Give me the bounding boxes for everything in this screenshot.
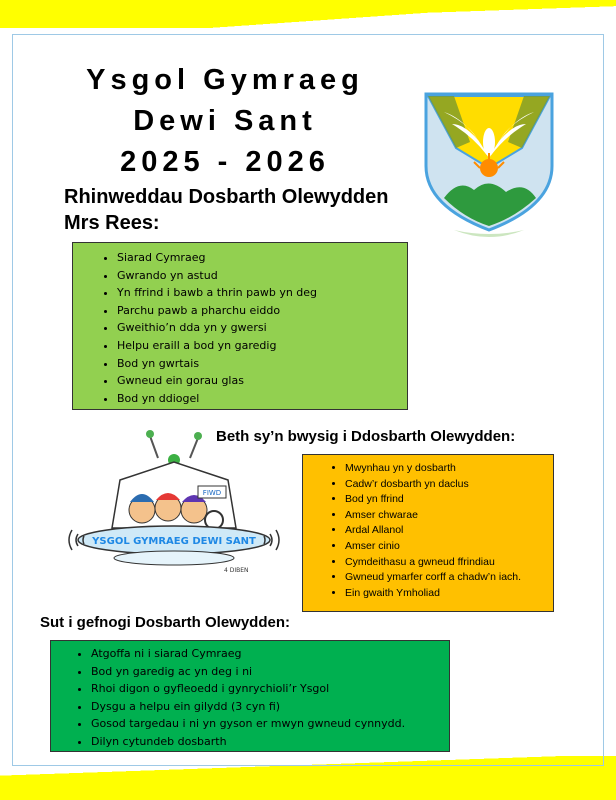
ufo-banner-text: YSGOL GYMRAEG DEWI SANT xyxy=(92,536,256,547)
important-list xyxy=(303,455,553,601)
important-box xyxy=(302,454,554,612)
list-item: • Gweithio’n dda yn y gwersi xyxy=(117,319,407,337)
list-item: • Parchu pawb a pharchu eiddo xyxy=(117,302,407,320)
support-list xyxy=(51,641,449,750)
ufo-sign-text: FIWD xyxy=(202,489,222,497)
list-item: • Bod yn ffrind xyxy=(345,492,553,508)
list-item: • Helpu eraill a bod yn garedig xyxy=(117,337,407,355)
class-values-box xyxy=(72,242,408,410)
ufo-subtext: 4 DIBEN xyxy=(224,567,249,574)
support-box xyxy=(50,640,450,752)
list-item: • Gwrando yn astud xyxy=(117,267,407,285)
list-item: • Dilyn cytundeb dosbarth xyxy=(91,733,449,751)
list-item: • Rhoi digon o gyfleoedd i gynrychioli’r Ysgol xyxy=(91,680,449,698)
list-item: • Amser chwarae xyxy=(345,508,553,524)
list-item: • Dysgu a helpu ein gilydd (3 cyn fi) xyxy=(91,698,449,716)
list-item: • Amser cinio xyxy=(345,539,553,555)
teacher-name: Mrs Rees: xyxy=(64,212,160,234)
list-item: • Ein gwaith Ymholiad xyxy=(345,586,553,602)
list-item: • Siarad Cymraeg xyxy=(117,249,407,267)
list-item: • Gosod targedau i ni yn gyson er mwyn gwneud cynnydd. xyxy=(91,715,449,733)
list-item: • Yn ffrind i bawb a thrin pawb yn deg xyxy=(117,284,407,302)
list-item: • Ardal Allanol xyxy=(345,523,553,539)
class-values-title xyxy=(64,184,424,236)
support-heading: Sut i gefnogi Dosbarth Olewydden: xyxy=(40,614,291,631)
school-title xyxy=(60,60,390,183)
list-item: • Bod yn ddiogel xyxy=(117,390,407,408)
list-item: • Atgoffa ni i siarad Cymraeg xyxy=(91,645,449,663)
title-line-2: Dewi Sant xyxy=(133,105,317,137)
class-name-heading: Rhinweddau Dosbarth Olewydden xyxy=(64,186,389,208)
title-line-3: 2025 - 2026 xyxy=(120,146,330,178)
list-item: • Cymdeithasu a gwneud ffrindiau xyxy=(345,555,553,571)
list-item: • Gwneud ein gorau glas xyxy=(117,372,407,390)
class-values-list xyxy=(73,243,407,407)
list-item: • Mwynhau yn y dosbarth xyxy=(345,461,553,477)
list-item: • Bod yn garedig ac yn deg i ni xyxy=(91,663,449,681)
list-item: • Bod yn gwrtais xyxy=(117,355,407,373)
title-line-1: Ysgol Gymraeg xyxy=(86,64,364,96)
school-crest-icon xyxy=(414,80,564,250)
important-heading: Beth sy’n bwysig i Ddosbarth Olewydden: xyxy=(216,428,516,445)
ufo-illustration-icon xyxy=(64,428,294,588)
list-item: • Gwneud ymarfer corff a chadw’n iach. xyxy=(345,570,553,586)
list-item: • Cadw’r dosbarth yn daclus xyxy=(345,477,553,493)
